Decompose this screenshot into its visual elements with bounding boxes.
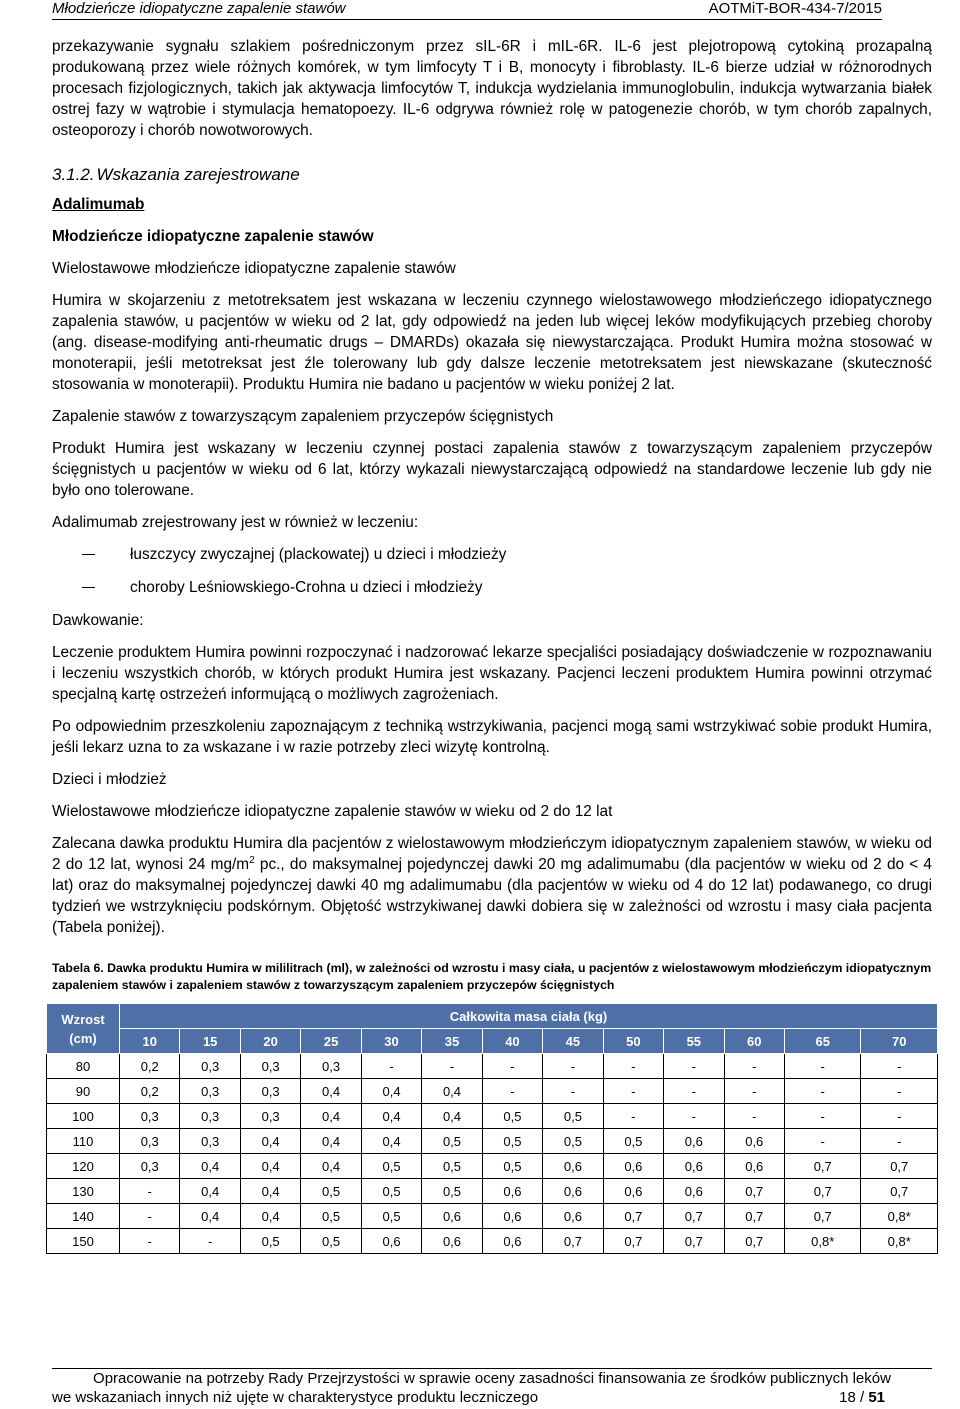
dose-cell: 0,6	[664, 1179, 724, 1204]
weight-header-row	[47, 1029, 938, 1054]
table-row	[47, 1179, 938, 1204]
dash-bullet-icon	[82, 587, 95, 588]
dose-cell: -	[120, 1179, 180, 1204]
dose-cell: -	[724, 1079, 784, 1104]
weight-header-cell: 65	[784, 1029, 860, 1054]
dose-cell: 0,3	[180, 1054, 240, 1079]
dose-cell: -	[543, 1054, 603, 1079]
height-column-header: Wzrost (cm)	[47, 1004, 120, 1054]
dose-cell: 0,4	[180, 1204, 240, 1229]
dose-cell: 0,5	[422, 1129, 482, 1154]
table-row	[47, 1054, 938, 1079]
table-row	[47, 1229, 938, 1254]
dose-cell: -	[120, 1204, 180, 1229]
dose-cell: -	[603, 1054, 663, 1079]
dose-cell: 0,4	[361, 1079, 421, 1104]
dose-cell: 0,8*	[861, 1204, 938, 1229]
weight-header-cell: 60	[724, 1029, 784, 1054]
weight-header-cell: 35	[422, 1029, 482, 1054]
dose-cell: -	[861, 1079, 938, 1104]
dose-cell: -	[603, 1079, 663, 1104]
table-row	[47, 1154, 938, 1179]
page-number: 18 / 51	[839, 1389, 885, 1406]
children-subtitle: Wielostawowe młodzieńcze idiopatyczne zapalenie stawów w wieku od 2 do 12 lat	[52, 803, 613, 820]
table-row	[47, 1079, 938, 1104]
footer-line-2	[52, 1388, 932, 1407]
height-cell: 130	[47, 1179, 120, 1204]
weight-group-header: Całkowita masa ciała (kg)	[120, 1004, 938, 1029]
children-label: Dzieci i młodzież	[52, 771, 167, 788]
dose-cell: 0,8*	[861, 1229, 938, 1254]
dosing-paragraph-1: Leczenie produktem Humira powinni rozpoczynać i nadzorować lekarze specjaliści posiadający doświadczenie w rozpoznawaniu i leczeniu wszystkich chorób, w których produkt Humira jest wskazany. Pacjenci leczeni produktem Humira powinni otrzymać specjalną kartę ostrzeżeń informującą o możliwych zagrożeniach.	[52, 644, 932, 703]
dose-cell: 0,5	[482, 1154, 542, 1179]
section-title: Wskazania zarejestrowane	[96, 165, 300, 184]
dose-cell: 0,3	[240, 1104, 300, 1129]
also-registered-list	[52, 544, 932, 598]
height-cell: 100	[47, 1104, 120, 1129]
dose-cell: 0,6	[664, 1129, 724, 1154]
weight-header-cell: 15	[180, 1029, 240, 1054]
dose-cell: -	[361, 1054, 421, 1079]
dose-cell: -	[724, 1054, 784, 1079]
dose-cell: 0,5	[301, 1204, 361, 1229]
dose-cell: 0,6	[482, 1229, 542, 1254]
list-item: łuszczycy zwyczajnej (plackowatej) u dzieci i młodzieży	[52, 544, 932, 565]
dose-cell: 0,5	[482, 1129, 542, 1154]
dose-cell: 0,6	[482, 1179, 542, 1204]
height-cell: 90	[47, 1079, 120, 1104]
weight-header-cell: 70	[861, 1029, 938, 1054]
dose-cell: 0,5	[301, 1229, 361, 1254]
table-header-row-1	[47, 1004, 938, 1029]
weight-header-cell: 30	[361, 1029, 421, 1054]
weight-header-cell: 55	[664, 1029, 724, 1054]
dose-cell: 0,6	[543, 1154, 603, 1179]
dose-table	[46, 1003, 938, 1254]
dose-cell: 0,6	[361, 1229, 421, 1254]
subsection-enthesitis-title: Zapalenie stawów z towarzyszącym zapaleniem przyczepów ścięgnistych	[52, 408, 554, 425]
table-row	[47, 1204, 938, 1229]
dose-cell: 0,6	[603, 1154, 663, 1179]
intro-paragraph: przekazywanie sygnału szlakiem pośredniczonym przez sIL-6R i mIL-6R. IL-6 jest plejotropową cytokiną prozapalną produkowaną przez wiele różnych komórek, w tym limfocyty T i B, monocyty i fibroblasty. IL-6 bierze udział w różnorodnych procesach fizjologicznych, takich jak aktywacja limfocytów T, indukcja wydzielania immunoglobulin, indukcja wytwarzania białek ostrej fazy w wątrobie i stymulacja hematopoezy. IL-6 odgrywa również rolę w patogenezie chorób, w tym chorób zapalnych, osteoporozy i chorób nowotworowych.	[52, 38, 932, 139]
dose-cell: 0,4	[240, 1154, 300, 1179]
dose-cell: -	[861, 1129, 938, 1154]
dose-cell: 0,4	[361, 1104, 421, 1129]
dose-cell: 0,6	[422, 1229, 482, 1254]
dose-cell: 0,5	[361, 1204, 421, 1229]
dose-cell: 0,5	[240, 1229, 300, 1254]
table-caption: Tabela 6. Dawka produktu Humira w mililitrach (ml), w zależności od wzrostu i masy ciała, u pacjentów z wielostawowym młodzieńczym idiopatycznym zapaleniem stawów i zapaleniem stawów z towarzyszącym zapaleniem przyczepów ścięgnistych	[52, 961, 932, 992]
dose-cell: 0,4	[301, 1154, 361, 1179]
subsection-polyarticular-title: Wielostawowe młodzieńcze idiopatyczne zapalenie stawów	[52, 260, 456, 277]
dose-recommendation: Zalecana dawka produktu Humira dla pacjentów z wielostawowym młodzieńczym idiopatycznym zapaleniem stawów, w wieku od 2 do 12 lat, wynosi 24 $mg/m^2$ pc., do maksymalnej pojedynczej dawki 20 mg adalimumabu (dla pacjentów w wieku od 2 do < 4 lat) oraz do maksymalnej pojedynczej dawki 40 mg adalimumabu (dla pacjentów w wieku od 4 do 12 lat) podawanego, co drugi tydzień we wstrzyknięciu podskórnym. Objętość wstrzykiwanej dawki dobiera się w zależności od wzrostu i masy ciała pacjenta (Tabela poniżej).	[52, 835, 932, 936]
dose-cell: 0,7	[603, 1204, 663, 1229]
dose-cell: 0,7	[724, 1204, 784, 1229]
dose-table-body	[47, 1054, 938, 1254]
dose-cell: 0,4	[422, 1104, 482, 1129]
dose-cell: -	[543, 1079, 603, 1104]
height-cell: 140	[47, 1204, 120, 1229]
dose-cell: 0,6	[724, 1129, 784, 1154]
weight-header-cell: 45	[543, 1029, 603, 1054]
dose-cell: 0,7	[784, 1204, 860, 1229]
dose-cell: 0,3	[301, 1054, 361, 1079]
dose-cell: 0,7	[543, 1229, 603, 1254]
dose-cell: 0,4	[240, 1179, 300, 1204]
dose-cell: -	[861, 1104, 938, 1129]
dose-cell: 0,3	[180, 1104, 240, 1129]
dose-cell: 0,7	[724, 1179, 784, 1204]
dose-cell: 0,5	[543, 1104, 603, 1129]
dose-cell: -	[664, 1104, 724, 1129]
dose-cell: 0,5	[422, 1179, 482, 1204]
dose-cell: 0,3	[180, 1079, 240, 1104]
dose-cell: -	[664, 1079, 724, 1104]
dose-cell: -	[482, 1079, 542, 1104]
height-cell: 120	[47, 1154, 120, 1179]
subsection-enthesitis-text: Produkt Humira jest wskazany w leczeniu czynnej postaci zapalenia stawów z towarzyszącym zapaleniem przyczepów ścięgnistych u pacjentów w wieku od 6 lat, którzy wykazali niewystarczającą odpowiedź na standardowe leczenie lub gdy nie było ono tolerowane.	[52, 440, 932, 499]
dose-cell: -	[482, 1054, 542, 1079]
dose-cell: 0,5	[482, 1104, 542, 1129]
dose-cell: 0,5	[301, 1179, 361, 1204]
dose-cell: -	[120, 1229, 180, 1254]
section-number: 3.1.2.	[52, 165, 95, 184]
dose-cell: 0,4	[240, 1129, 300, 1154]
page-footer	[52, 1368, 932, 1407]
dose-cell: 0,8*	[784, 1229, 860, 1254]
dose-cell: 0,2	[120, 1054, 180, 1079]
dose-cell: 0,6	[543, 1204, 603, 1229]
dose-cell: 0,6	[664, 1154, 724, 1179]
subsection-polyarticular-text: Humira w skojarzeniu z metotreksatem jest wskazana w leczeniu czynnego wielostawowego młodzieńczego idiopatycznego zapalenia stawów, u pacjentów w wieku od 2 lat, gdy odpowiedź na jeden lub więcej leków modyfikujących przebieg choroby (ang. disease-modifying anti-rheumatic drugs – DMARDs) okazała się niewystarczająca. Produkt Humira można stosować w monoterapii, jeśli metotreksat jest źle tolerowany lub gdy dalsze leczenie metotreksatem jest niewskazane (skuteczność stosowania w monoterapii). Produktu Humira nie badano u pacjentów w wieku poniżej 2 lat.	[52, 292, 932, 393]
header-document-title: Młodzieńcze idiopatyczne zapalenie stawów	[52, 0, 346, 17]
header-document-code: AOTMiT-BOR-434-7/2015	[708, 0, 882, 17]
dose-cell: 0,6	[543, 1179, 603, 1204]
height-cell: 80	[47, 1054, 120, 1079]
dose-cell: -	[422, 1054, 482, 1079]
dose-cell: 0,7	[861, 1179, 938, 1204]
dose-cell: 0,3	[120, 1154, 180, 1179]
dose-cell: 0,3	[240, 1079, 300, 1104]
dose-cell: 0,7	[664, 1229, 724, 1254]
drug-name: Adalimumab	[52, 196, 145, 213]
weight-header-cell: 25	[301, 1029, 361, 1054]
dose-cell: 0,2	[120, 1079, 180, 1104]
dose-cell: -	[724, 1104, 784, 1129]
dose-cell: -	[784, 1104, 860, 1129]
also-registered-intro: Adalimumab zrejestrowany jest w również w leczeniu:	[52, 514, 419, 531]
dose-cell: 0,7	[784, 1154, 860, 1179]
dose-cell: -	[784, 1079, 860, 1104]
page-header	[52, 0, 882, 20]
dose-cell: -	[861, 1054, 938, 1079]
dose-cell: 0,4	[180, 1179, 240, 1204]
dose-cell: 0,4	[422, 1079, 482, 1104]
dose-cell: -	[784, 1129, 860, 1154]
footer-line-2-text: we wskazaniach innych niż ujęte w charakterystyce produktu leczniczego	[52, 1389, 539, 1406]
dose-cell: 0,6	[603, 1179, 663, 1204]
dose-cell: -	[603, 1104, 663, 1129]
dose-cell: 0,7	[603, 1229, 663, 1254]
weight-header-cell: 20	[240, 1029, 300, 1054]
dose-cell: 0,4	[301, 1104, 361, 1129]
dosing-paragraph-2: Po odpowiednim przeszkoleniu zapoznającym z techniką wstrzykiwania, pacjenci mogą sami wstrzykiwać sobie produkt Humira, jeśli lekarz uzna to za wskazane i w razie potrzeby zleci wizytę kontrolną.	[52, 718, 932, 756]
dash-bullet-icon	[82, 554, 95, 555]
dose-cell: 0,7	[664, 1204, 724, 1229]
indication-title: Młodzieńcze idiopatyczne zapalenie stawów	[52, 228, 374, 245]
height-cell: 150	[47, 1229, 120, 1254]
dose-cell: 0,3	[120, 1129, 180, 1154]
dose-cell: 0,4	[301, 1129, 361, 1154]
dose-cell: 0,3	[180, 1129, 240, 1154]
dose-cell: 0,4	[361, 1129, 421, 1154]
list-item: choroby Leśniowskiego-Crohna u dzieci i młodzieży	[52, 577, 932, 598]
footer-line-1: Opracowanie na potrzeby Rady Przejrzystości w sprawie oceny zasadności finansowania ze środków publicznych leków	[93, 1370, 891, 1387]
dose-cell: 0,6	[422, 1204, 482, 1229]
dose-cell: 0,4	[180, 1154, 240, 1179]
page-content	[52, 36, 932, 1254]
dose-cell: 0,7	[724, 1229, 784, 1254]
dose-cell: 0,4	[301, 1079, 361, 1104]
dose-cell: 0,5	[361, 1154, 421, 1179]
dose-cell: 0,7	[784, 1179, 860, 1204]
dose-cell: 0,5	[422, 1154, 482, 1179]
table-row	[47, 1129, 938, 1154]
weight-header-cell: 40	[482, 1029, 542, 1054]
dose-cell: 0,5	[361, 1179, 421, 1204]
dose-cell: 0,3	[240, 1054, 300, 1079]
section-heading	[52, 164, 932, 186]
dose-cell: -	[664, 1054, 724, 1079]
dose-cell: 0,5	[603, 1129, 663, 1154]
dose-cell: 0,6	[482, 1204, 542, 1229]
dose-cell: 0,6	[724, 1154, 784, 1179]
table-row	[47, 1104, 938, 1129]
dose-cell: -	[784, 1054, 860, 1079]
dose-cell: 0,5	[543, 1129, 603, 1154]
dose-cell: 0,3	[120, 1104, 180, 1129]
weight-header-cell: 10	[120, 1029, 180, 1054]
height-cell: 110	[47, 1129, 120, 1154]
dose-cell: 0,7	[861, 1154, 938, 1179]
weight-header-cell: 50	[603, 1029, 663, 1054]
dosing-label: Dawkowanie:	[52, 612, 144, 629]
dose-cell: -	[180, 1229, 240, 1254]
dose-cell: 0,4	[240, 1204, 300, 1229]
